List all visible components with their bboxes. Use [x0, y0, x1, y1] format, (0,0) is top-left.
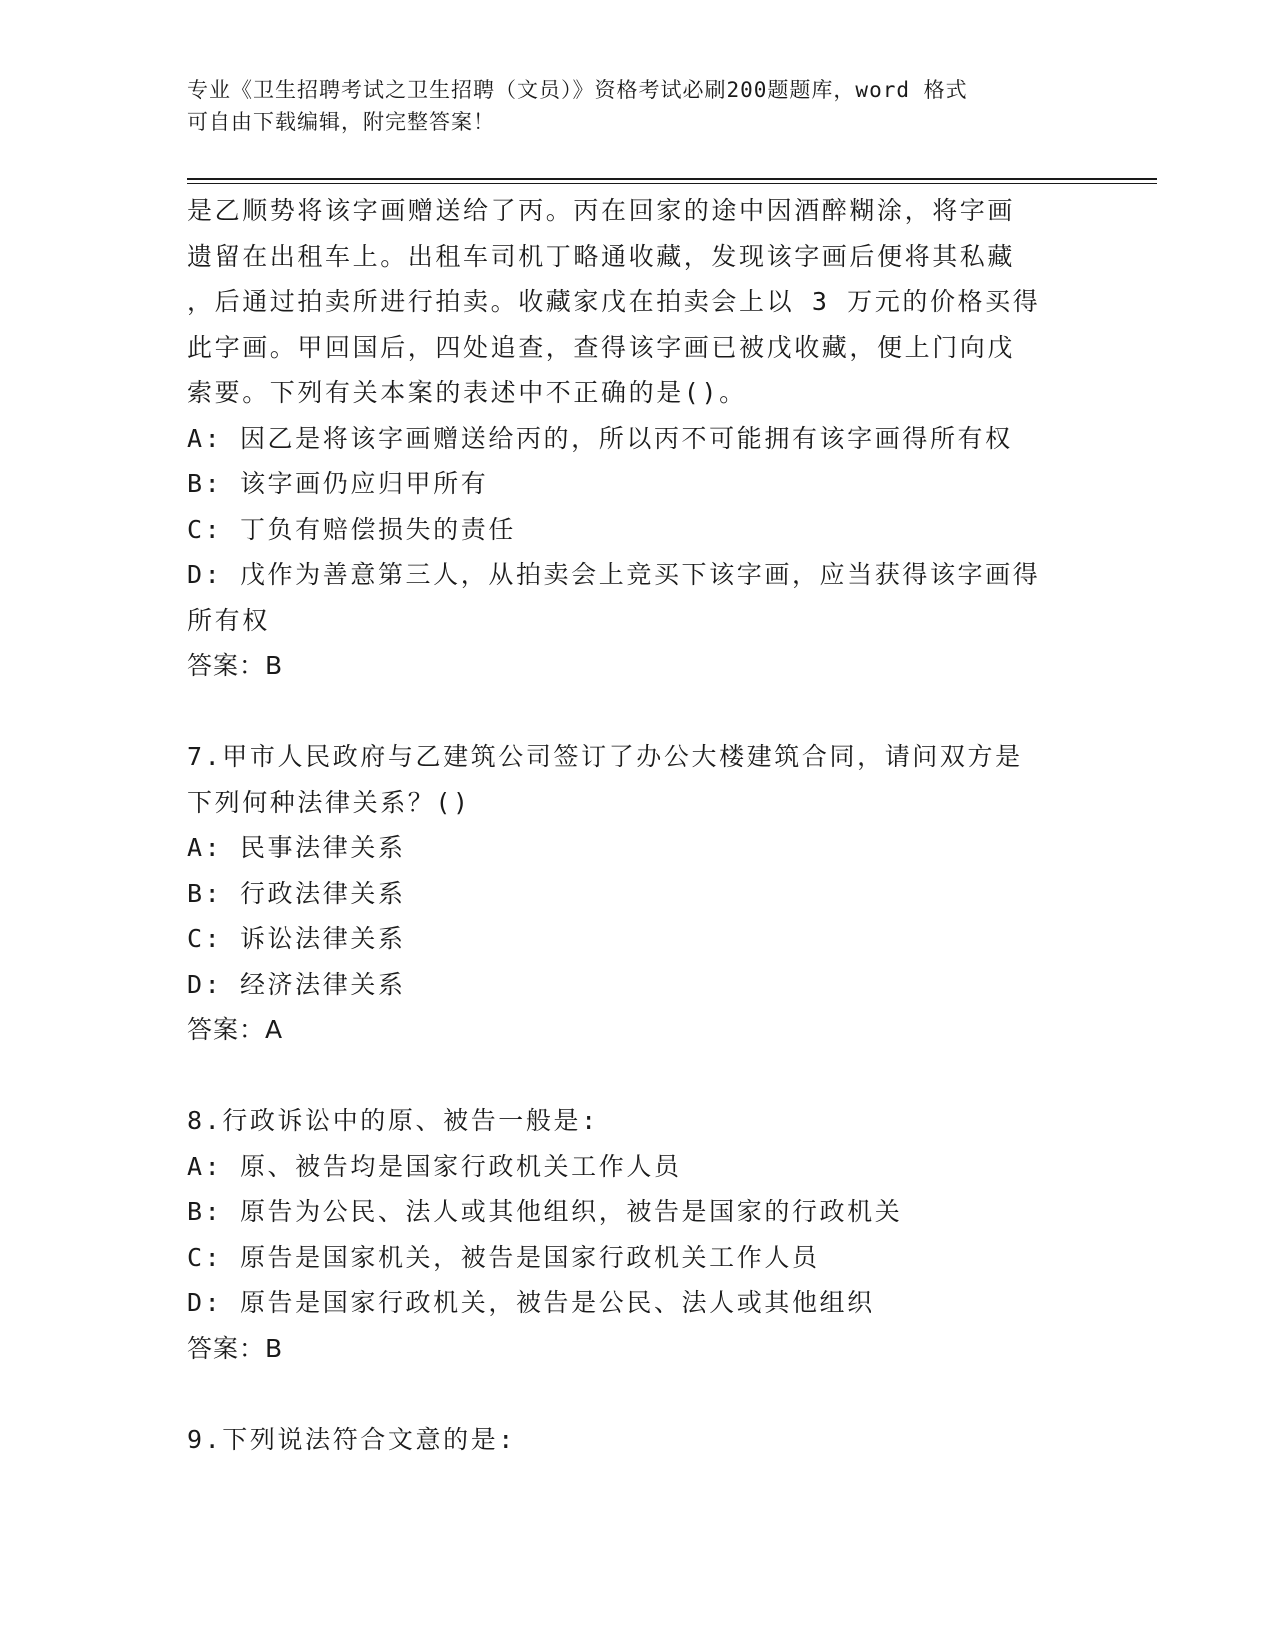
option-d: D: 原告是国家行政机关，被告是公民、法人或其他组织 — [187, 1288, 875, 1317]
option-b: B: 原告为公民、法人或其他组织，被告是国家的行政机关 — [187, 1197, 903, 1226]
question-9 — [187, 1417, 1087, 1463]
question-stem-line: 8.行政诉讼中的原、被告一般是: — [187, 1106, 599, 1135]
question-stem-line: 7.甲市人民政府与乙建筑公司签订了办公大楼建筑合同，请问双方是 — [187, 742, 1023, 771]
option-d: D: 戊作为善意第三人，从拍卖会上竞买下该字画，应当获得该字画得 — [187, 560, 1041, 589]
option-c: C: 诉讼法律关系 — [187, 924, 406, 953]
header-divider — [187, 178, 1157, 180]
page-header — [187, 74, 1067, 138]
option-c: C: 丁负有赔偿损失的责任 — [187, 514, 516, 544]
option-b: B: 该字画仍应归甲所有 — [187, 469, 489, 498]
question-stem-line: 索要。下列有关本案的表述中不正确的是()。 — [187, 378, 747, 407]
question-stem-line: 是乙顺势将该字画赠送给了丙。丙在回家的途中因酒醉糊涂，将字画 — [187, 196, 1016, 225]
answer-label: 答案：B — [187, 1333, 284, 1363]
option-c: C: 原告是国家机关，被告是国家行政机关工作人员 — [187, 1242, 820, 1272]
question-stem-line: 遗留在出租车上。出租车司机丁略通收藏，发现该字画后便将其私藏 — [187, 241, 1016, 271]
question-spacer — [187, 1371, 1087, 1417]
header-divider-thin — [187, 183, 1157, 184]
option-b: B: 行政法律关系 — [187, 878, 406, 908]
question-stem-line: ，后通过拍卖所进行拍卖。收藏家戊在拍卖会上以 3 万元的价格买得 — [187, 287, 1041, 316]
question-spacer — [187, 1053, 1087, 1099]
option-a: A: 原、被告均是国家行政机关工作人员 — [187, 1151, 682, 1181]
header-title-line-2: 可自由下载编辑，附完整答案！ — [187, 110, 495, 134]
question-8 — [187, 1098, 1087, 1371]
question-stem-line: 下列何种法律关系？() — [187, 787, 471, 817]
question-7 — [187, 734, 1087, 1053]
question-spacer — [187, 689, 1087, 735]
option-d-continued: 所有权 — [187, 605, 270, 635]
question-6 — [187, 188, 1087, 689]
option-a: A: 因乙是将该字画赠送给丙的，所以丙不可能拥有该字画得所有权 — [187, 423, 1013, 453]
document-body — [187, 188, 1087, 1462]
answer-label: 答案：A — [187, 1015, 284, 1044]
answer-label: 答案：B — [187, 651, 284, 680]
option-a: A: 民事法律关系 — [187, 833, 406, 862]
option-d: D: 经济法律关系 — [187, 969, 406, 999]
question-stem-line: 9.下列说法符合文意的是: — [187, 1424, 516, 1454]
header-title-line-1: 专业《卫生招聘考试之卫生招聘（文员）》资格考试必刷200题题库，word 格式 — [187, 78, 968, 102]
question-stem-line: 此字画。甲回国后，四处追查，查得该字画已被戊收藏，便上门向戊 — [187, 332, 1016, 362]
